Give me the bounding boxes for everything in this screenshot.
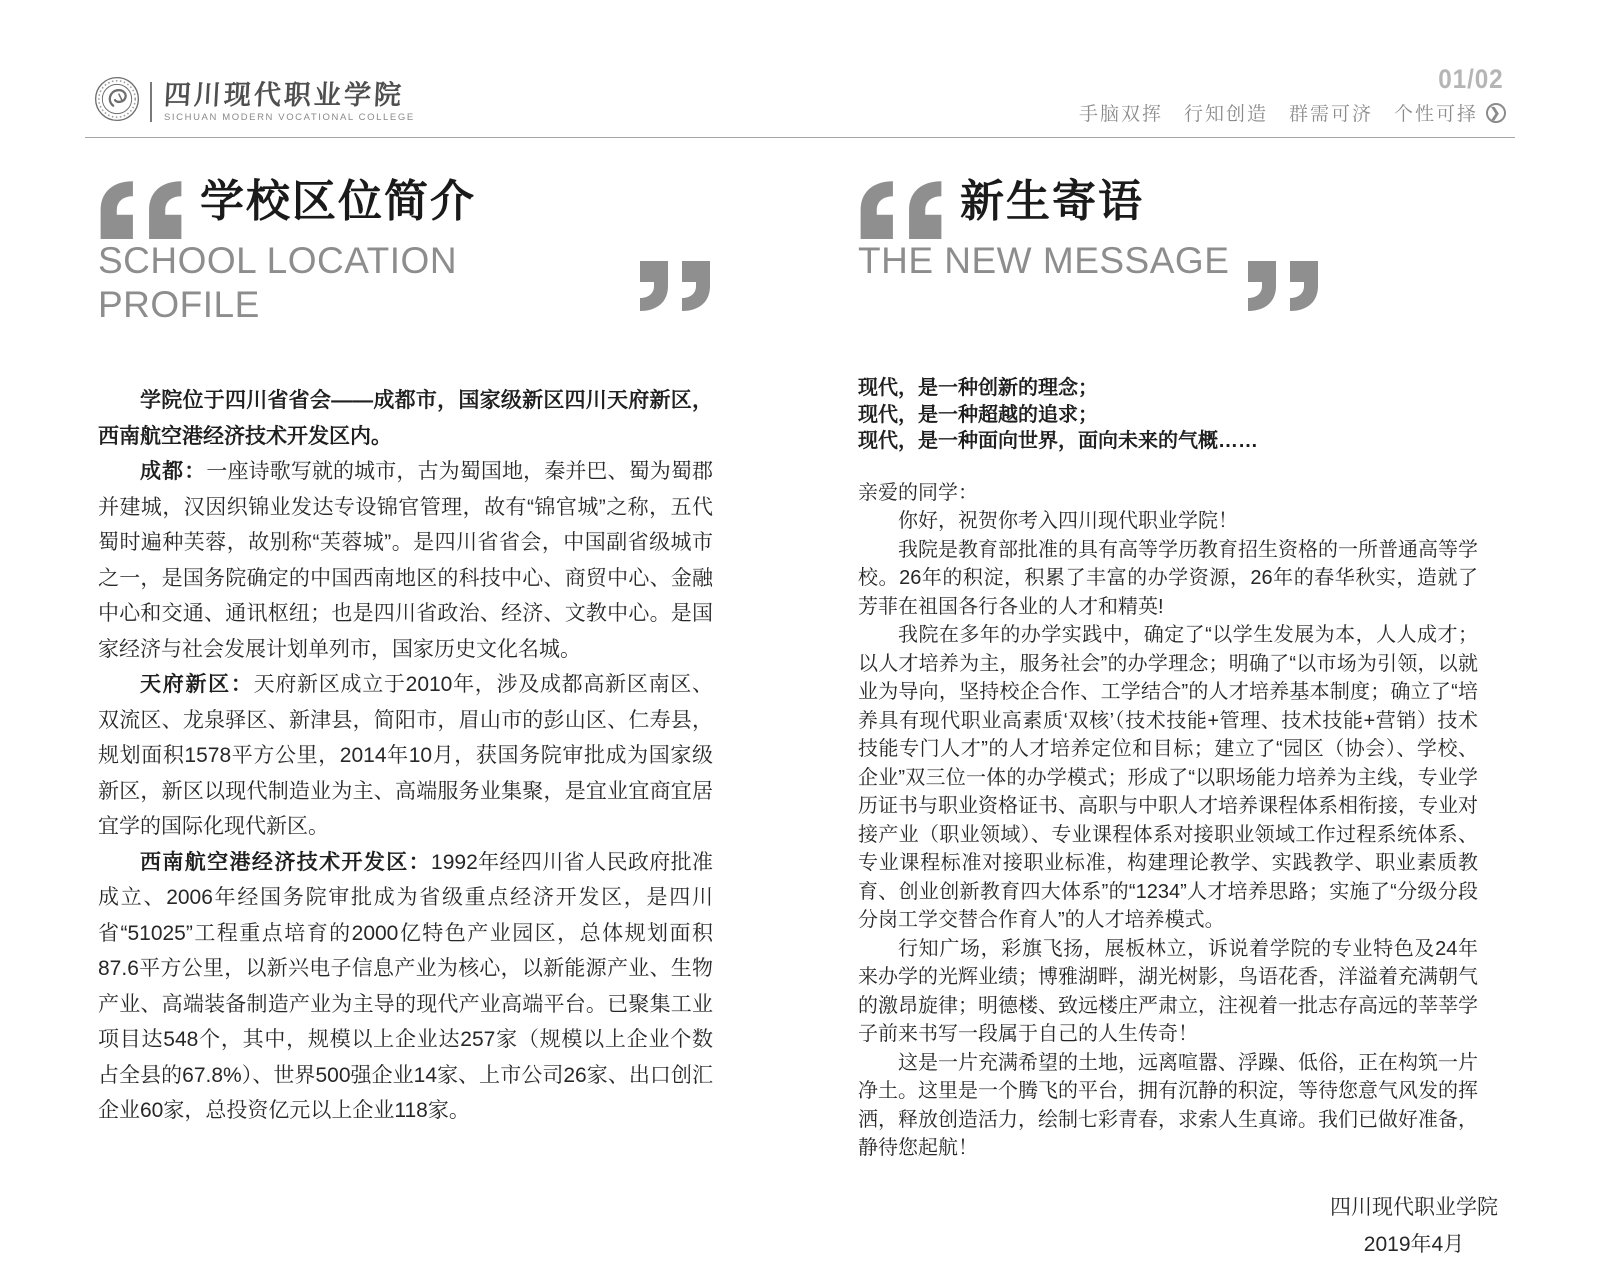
college-seal-icon [94,76,140,127]
close-quote-icon [1245,261,1321,313]
intro-line: 现代，是一种创新的理念； [858,377,1098,399]
paragraph-airport-zone: 西南航空港经济技术开发区：1992年经四川省人民政府批准成立、2006年经国务院审批成为省级重点经济开发区，是四川省“51025”工程重点培育的2000亿特色产业园区，总体规划面积87.6平方公里，以新兴电子信息产业为核心，以新能源产业、生物产业、高端装备制造产业为主导的现代产业高端平台。已聚集工业项目达548个，其中，规模以上企业达257家（规模以上企业个数占全县的67.8%）、世界500强企业14家、上市公司26家、出口创汇企业60家，总投资亿元以上企业118家。 [98,850,714,1122]
signature-name: 四川现代职业学院 [1330,1195,1498,1219]
brand-text-block [164,80,415,123]
paragraph-chengdu: 成都：一座诗歌写就的城市，古为蜀国地，秦并巴、蜀为蜀郡并建城，汉因织锦业发达专设锦官管理，故有“锦官城”之称，五代蜀时遍种芙蓉，故别称“芙蓉城”。是四川省省会，中国副省级城市之一，是国务院确定的中国西南地区的科技中心、商贸中心、金融中心和交通、通讯枢纽；也是四川省政治、经济、文教中心。是国家经济与社会发展计划单列市，国家历史文化名城。 [98,460,714,661]
paragraph-college-intro: 我院是教育部批准的具有高等学历教育招生资格的一所普通高等学校。26年的积淀，积累了丰富的办学资源，26年的春华秋实，造就了芳菲在祖国各行各业的人才和精英! [858,538,1478,618]
paragraph-overview: 学院位于四川省省会——成都市，国家级新区四川天府新区，西南航空港经济技术开发区内。 [98,389,713,448]
section-school-location [98,175,713,1129]
college-name-en: SICHUAN MODERN VOCATIONAL COLLEGE [164,112,415,123]
paragraph-closing: 这是一片充满希望的土地，远离喧嚣、浮躁、低俗，正在构筑一片净土。这里是一个腾飞的平台，拥有沉静的积淀，等待您意气风发的挥洒，释放创造活力，绘制七彩青春，求索人生真谛。我们已做好准备，静待您起航！ [858,1051,1478,1159]
section-new-message [858,175,1498,1263]
motto-text: 手脑双挥 行知创造 群需可济 个性可择 [1078,104,1478,125]
section-title-en: SCHOOL LOCATION PROFILE [98,240,458,325]
signature-block [1330,1189,1498,1263]
close-quote-icon [637,261,713,313]
paragraph-lead: 天府新区： [140,673,254,696]
message-body [858,375,1498,1263]
paragraph-tianfu: 天府新区：天府新区成立于2010年，涉及成都高新区南区、双流区、龙泉驿区、新津县，简阳市，眉山市的彭山区、仁寿县，规划面积1578平方公里，2014年10月，获国务院审批成为国家级新区，新区以现代制造业为主、高端服务业集聚，是宜业宜商宜居宜学的国际化现代新区。 [98,673,714,838]
paragraph-lead: 成都： [140,460,207,483]
circle-arrow-icon: ❯ [1486,103,1506,123]
motto-row [1079,99,1506,126]
page-number: 01/02 [1438,64,1504,94]
paragraph-greeting: 你好，祝贺你考入四川现代职业学院！ [898,510,1238,532]
brand-divider [150,82,152,122]
intro-line: 现代，是一种面向世界，面向未来的气概…… [858,430,1258,452]
open-quote-icon [858,179,944,239]
location-body [98,383,713,1129]
paragraph-education-model: 我院在多年的办学实践中，确定了“以学生发展为本，人人成才；以人才培养为主，服务社会”的办学理念；明确了“以市场为引领，以就业为导向，坚持校企合作、工学结合”的人才培养基本制度；确立了“培养具有现代职业高素质‘双核’（技术技能+管理、技术技能+营销）技术技能专门人才”的人才培养定位和目标；建立了“园区（协会）、学校、企业”双三位一体的办学模式；形成了“以职场能力培养为主线，专业学历证书与职业资格证书、高职与中职人才培养课程体系相衔接，专业对接产业（职业领域）、专业课程体系对接职业领域工作过程系统体系、专业课程标准对接职业标准，构建理论教学、实践教学、职业素质教育、创业创新教育四大体系”的“1234”人才培养思路；实施了“分级分段分岗工学交替合作育人”的人才培养模式。 [858,624,1478,931]
section-title-zh: 新生寄语 [960,177,1144,226]
section-title-zh: 学校区位简介 [200,177,476,226]
signature-date: 2019年4月 [1363,1232,1465,1256]
section-title-en: THE NEW MESSAGE [858,240,1230,281]
intro-line: 现代，是一种超越的追求； [858,403,1098,426]
paragraph-campus-scenery: 行知广场，彩旗飞扬，展板林立，诉说着学院的专业特色及24年来办学的光辉业绩；博雅湖畔，湖光树影，鸟语花香，洋溢着充满朝气的激昂旋律；明德楼、致远楼庄严肃立，注视着一批志存高远的莘莘学子前来书写一段属于自己的人生传奇！ [858,937,1478,1045]
open-quote-icon [98,179,184,239]
paragraph-lead: 西南航空港经济技术开发区： [140,850,432,874]
college-name-zh: 四川现代职业学院 [163,80,405,110]
header-divider-line [85,137,1515,138]
salutation: 亲爱的同学： [858,481,978,504]
college-brand [94,76,415,127]
